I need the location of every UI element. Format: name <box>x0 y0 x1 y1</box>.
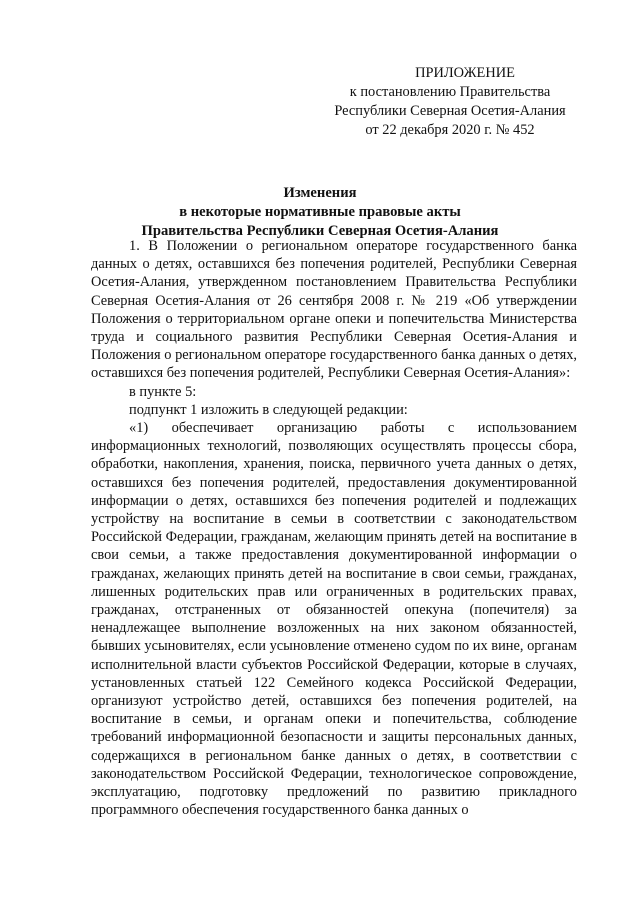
paragraph-3: подпункт 1 изложить в следующей редакции: <box>129 401 408 418</box>
paragraph-4: «1) обеспечивает организацию работы с использованием информационных технологий, позволяющих осуществлять процессы сбора, обработки, накопления, хранения, поиска, первичного учета данных о детях, оставшихся без попечения родителей, предоставления документированной информации о детях, оставшихся без попечения родителей и подлежащих устройству на воспитание в семьи в соответствии с законодательством Российской Федерации, гражданам, желающим принять детей на воспитание в свои семьи, а также предоставления документированной информации о гражданах, желающих принять детей на воспитание в свои семьи, гражданах, лишенных родительских прав или ограниченных в родительских правах, гражданах, отстраненных от обязанностей опекуна (попечителя) за ненадлежащее выполнение возложенных на них законом обязанностей, бывших усыновителях, если усыновление отменено судом по их вине, органам исполнительной власти субъектов Российской Федерации, которые в случаях, установленных статьей 122 Семейного кодекса Российской Федерации, организуют устройство детей, оставшихся без попечения родителей, на воспитание в семьи, и органам опеки и попечительства, соблюдение требований информационной безопасности и защиты персональных данных, содержащихся в региональном банке данных о детях, в соответствии с законодательством Российской Федерации, технологическое сопровождение, эксплуатацию, подготовку предложений по развитию прикладного программного обеспечения государственного банка данных о <box>91 420 577 819</box>
appendix-line-2: Республики Северная Осетия-Алания <box>334 103 566 119</box>
appendix-line-1: к постановлению Правительства <box>349 84 551 100</box>
title-line-3: Правительства Республики Северная Осетия-Алания <box>141 223 499 239</box>
title-line-1: Изменения <box>283 185 357 201</box>
appendix-line-3: от 22 декабря 2020 г. № 452 <box>365 122 535 138</box>
appendix-header <box>300 64 600 140</box>
document-title <box>88 184 552 241</box>
title-line-2: в некоторые нормативные правовые акты <box>179 204 461 220</box>
paragraph-2: в пункте 5: <box>129 383 197 400</box>
paragraph-1: 1. В Положении о региональном операторе государственного банка данных о детях, оставшихся без попечения родителей, Республики Северная Осетия-Алания, утвержденном постановлением Правительства Республики Северная Осетия-Алания от 26 сентября 2008 г. № 219 «Об утверждении Положения о территориальном органе опеки и попечительства Министерства труда и социального развития Республики Северная Осетия-Алания и Положения о региональном операторе государственного банка данных о детях, оставшихся без попечения родителей, Республики Северная Осетия-Алания»: <box>91 238 577 382</box>
document-body <box>91 237 577 820</box>
appendix-label: ПРИЛОЖЕНИЕ <box>415 65 515 81</box>
